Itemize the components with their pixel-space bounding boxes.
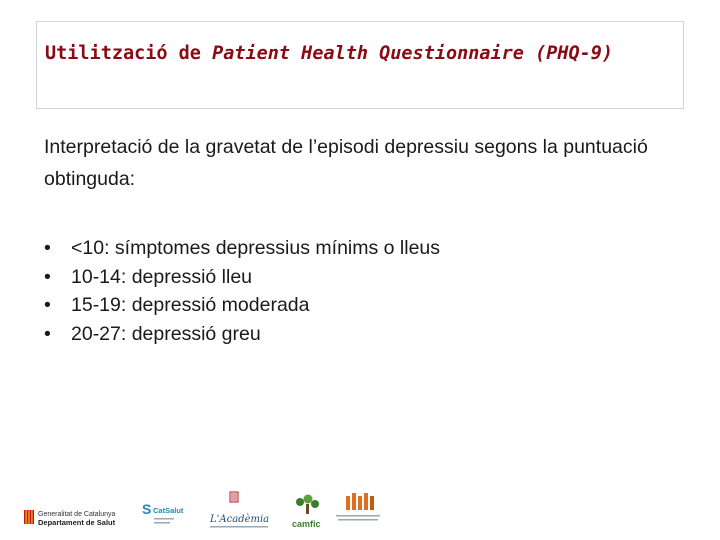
- title-box: [36, 21, 684, 109]
- list-item-text: 20-27: depressió greu: [71, 322, 261, 345]
- list-item: [44, 234, 440, 263]
- camfic-text: camfic: [292, 519, 321, 529]
- academia-logo: [209, 492, 269, 528]
- logo-strip: [20, 490, 400, 534]
- generalitat-line2: Departament de Salut: [38, 518, 116, 527]
- list-item: [44, 320, 440, 349]
- list-item-text: <10: símptomes depressius mínims o lleus: [71, 237, 441, 259]
- catsalut-text: CatSalut: [153, 506, 184, 515]
- list-item: [44, 263, 440, 292]
- bullet-icon: •: [44, 265, 51, 288]
- list-item: [44, 291, 440, 320]
- title-italic: Patient Health Questionnaire (PHQ-9): [212, 43, 614, 64]
- generalitat-line1: Generalitat de Catalunya: [38, 511, 116, 518]
- bullet-icon: •: [44, 294, 51, 316]
- score-list: [44, 234, 440, 348]
- list-item-text: 10-14: depressió lleu: [71, 265, 253, 288]
- intro-text: Interpretació de la gravetat de l’episodi depressiu segons la puntuació obtinguda:: [44, 136, 648, 190]
- bullet-icon: •: [44, 322, 51, 345]
- academia-text: L'Acadèmia: [210, 514, 270, 525]
- slide-title: [45, 41, 675, 67]
- list-item-text: 15-19: depressió moderada: [71, 294, 310, 316]
- svg-text:S: S: [142, 501, 152, 517]
- institution-logo: [336, 493, 380, 521]
- title-plain: Utilització de: [45, 43, 213, 64]
- camfic-logo: [292, 495, 321, 530]
- generalitat-logo: [24, 510, 116, 527]
- catsalut-logo: [142, 501, 184, 524]
- bullet-icon: •: [44, 237, 51, 259]
